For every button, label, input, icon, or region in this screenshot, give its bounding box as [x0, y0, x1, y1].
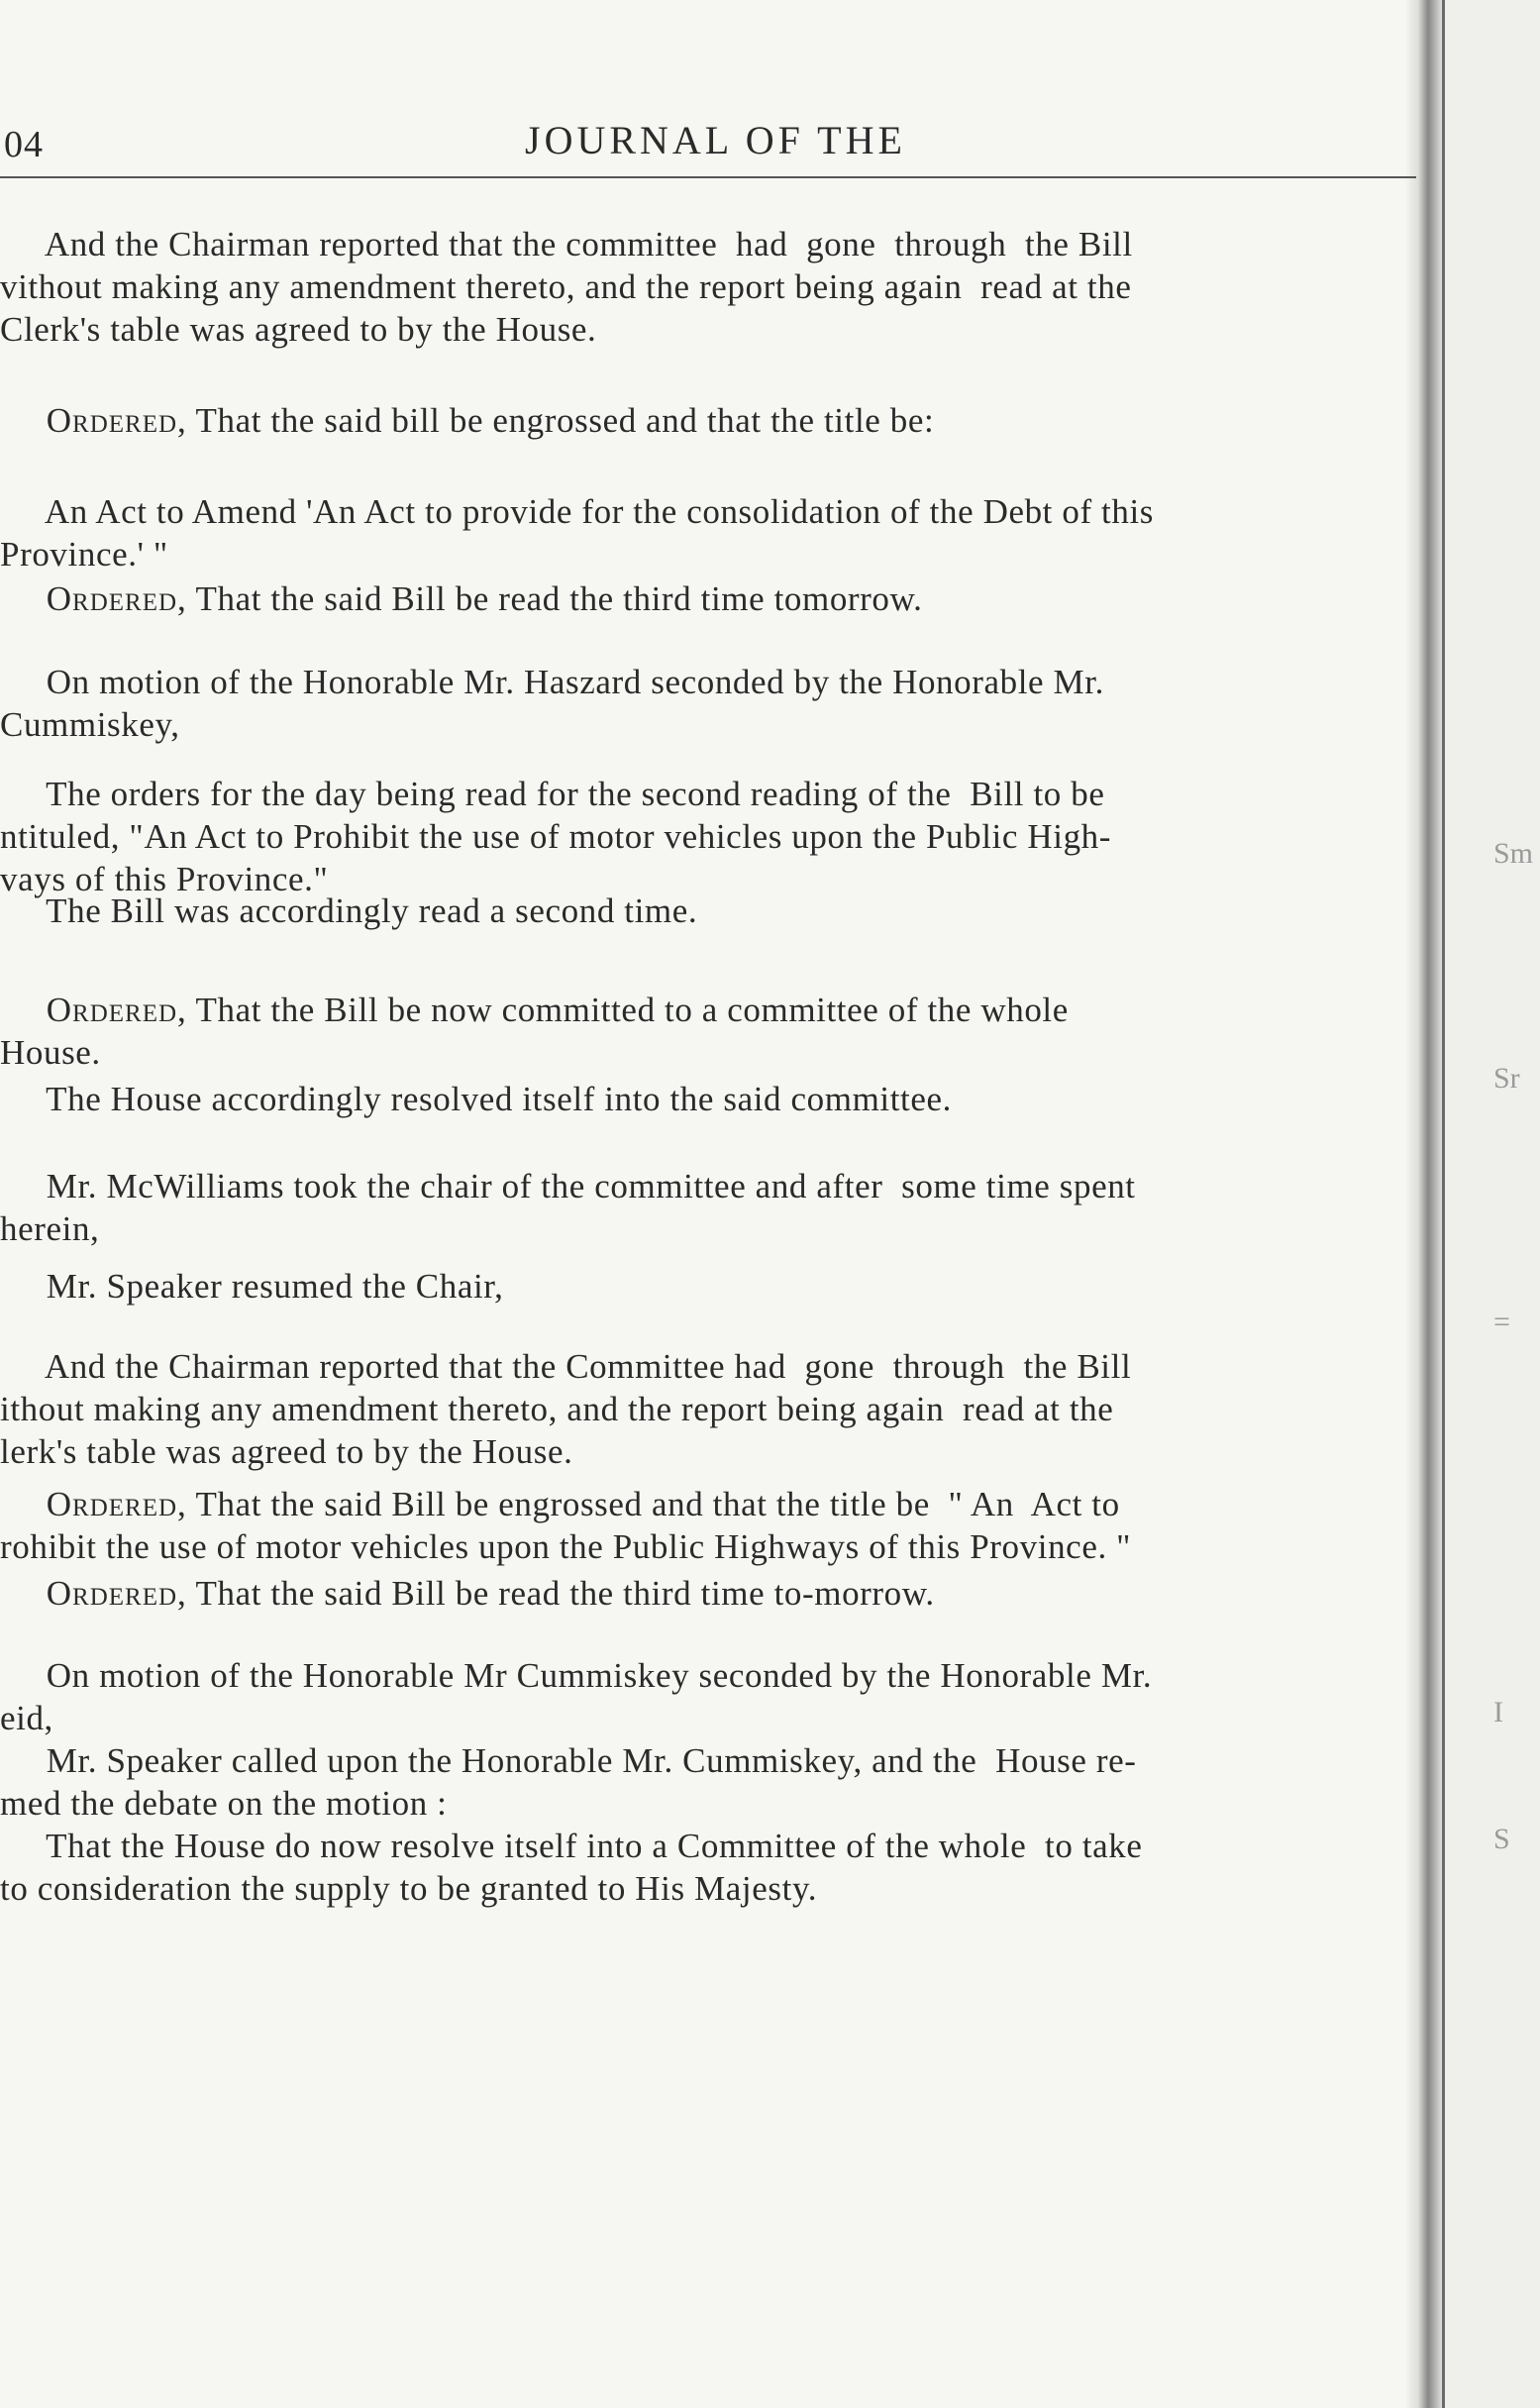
text-line: ntituled, "An Act to Prohibit the use of motor vehicles upon the Public High-	[0, 817, 1112, 856]
text-line: vithout making any amendment thereto, and the report being again read at the	[0, 267, 1132, 306]
ordered-lead: Ordered,	[46, 401, 187, 440]
text-line: The Bill was accordingly read a second time.	[0, 891, 698, 930]
text-line: Ordered, That the said Bill be read the third time tomorrow.	[46, 579, 923, 618]
ordered-lead: Ordered,	[46, 1574, 187, 1613]
text-line: to consideration the supply to be granted to His Majesty.	[0, 1869, 818, 1908]
text-line: eid,	[0, 1699, 53, 1737]
text-line: Province.' "	[0, 535, 168, 574]
paragraph	[0, 1572, 1431, 1615]
text-line: The orders for the day being read for the second reading of the Bill to be	[0, 775, 1105, 813]
text-line: rohibit the use of motor vehicles upon the Public Highways of this Province. "	[0, 1527, 1132, 1566]
running-head: JOURNAL OF THE	[525, 118, 906, 162]
text-line: Clerk's table was agreed to by the House.	[0, 310, 597, 349]
facing-page-fragment: Sr	[1493, 1062, 1520, 1095]
paragraph	[0, 223, 1431, 351]
ordered-lead: Ordered,	[46, 991, 187, 1029]
paragraph	[0, 1078, 1431, 1120]
facing-page-fragment: =	[1493, 1306, 1510, 1338]
text-line: lerk's table was agreed to by the House.	[0, 1432, 573, 1471]
text-line: On motion of the Honorable Mr. Haszard seconded by the Honorable Mr.	[0, 663, 1104, 701]
text-line: And the Chairman reported that the committee had gone through the Bill	[0, 225, 1133, 263]
text-line: Ordered, That the said bill be engrossed and that the title be:	[46, 401, 935, 440]
paragraph	[0, 773, 1431, 900]
paragraph	[0, 1345, 1431, 1473]
text-line: Mr. McWilliams took the chair of the committee and after some time spent	[0, 1167, 1136, 1205]
ordered-lead: Ordered,	[46, 1485, 187, 1523]
ordered-lead: Ordered,	[46, 579, 187, 618]
paragraph	[0, 577, 1431, 620]
text-line: Cummiskey,	[0, 705, 180, 744]
text-line: Ordered, That the said Bill be engrossed and that the title be " An Act to	[46, 1485, 1120, 1523]
text-line: That the House do now resolve itself into a Committee of the whole to take	[0, 1827, 1143, 1865]
paragraph	[0, 661, 1431, 746]
paragraph	[0, 1825, 1431, 1910]
paragraph	[0, 989, 1431, 1074]
paragraph	[0, 490, 1431, 576]
facing-page	[1445, 0, 1540, 2408]
text-line: vays of this Province."	[0, 860, 329, 898]
text-line: Mr. Speaker called upon the Honorable Mr. Cummiskey, and the House re-	[0, 1741, 1137, 1780]
text-line: House.	[0, 1033, 101, 1072]
page-header	[0, 117, 1416, 178]
facing-page-fragment: Sm	[1493, 837, 1534, 870]
paragraph	[0, 1265, 1431, 1308]
text-line: Ordered, That the Bill be now committed to a committee of the whole	[46, 991, 1069, 1029]
binding-edge	[1442, 0, 1445, 2408]
facing-page-fragment: I	[1493, 1696, 1503, 1728]
text-line: On motion of the Honorable Mr Cummiskey seconded by the Honorable Mr.	[0, 1656, 1153, 1695]
paragraph	[0, 399, 1431, 442]
text-line: The House accordingly resolved itself into the said committee.	[0, 1080, 952, 1118]
page-number: 04	[4, 124, 44, 165]
paragraph	[0, 890, 1431, 932]
paragraph	[0, 1654, 1431, 1739]
paragraph	[0, 1165, 1431, 1250]
text-line: herein,	[0, 1209, 100, 1248]
paragraph	[0, 1483, 1431, 1568]
text-line: An Act to Amend 'An Act to provide for the consolidation of the Debt of this	[0, 492, 1155, 531]
text-line: And the Chairman reported that the Committee had gone through the Bill	[0, 1347, 1132, 1386]
paragraph	[0, 1739, 1431, 1825]
text-line: ithout making any amendment thereto, and the report being again read at the	[0, 1390, 1114, 1428]
text-line: Mr. Speaker resumed the Chair,	[0, 1267, 504, 1306]
text-line: med the debate on the motion :	[0, 1784, 448, 1823]
text-line: Ordered, That the said Bill be read the third time to-morrow.	[46, 1574, 935, 1613]
facing-page-fragment: S	[1493, 1823, 1510, 1855]
